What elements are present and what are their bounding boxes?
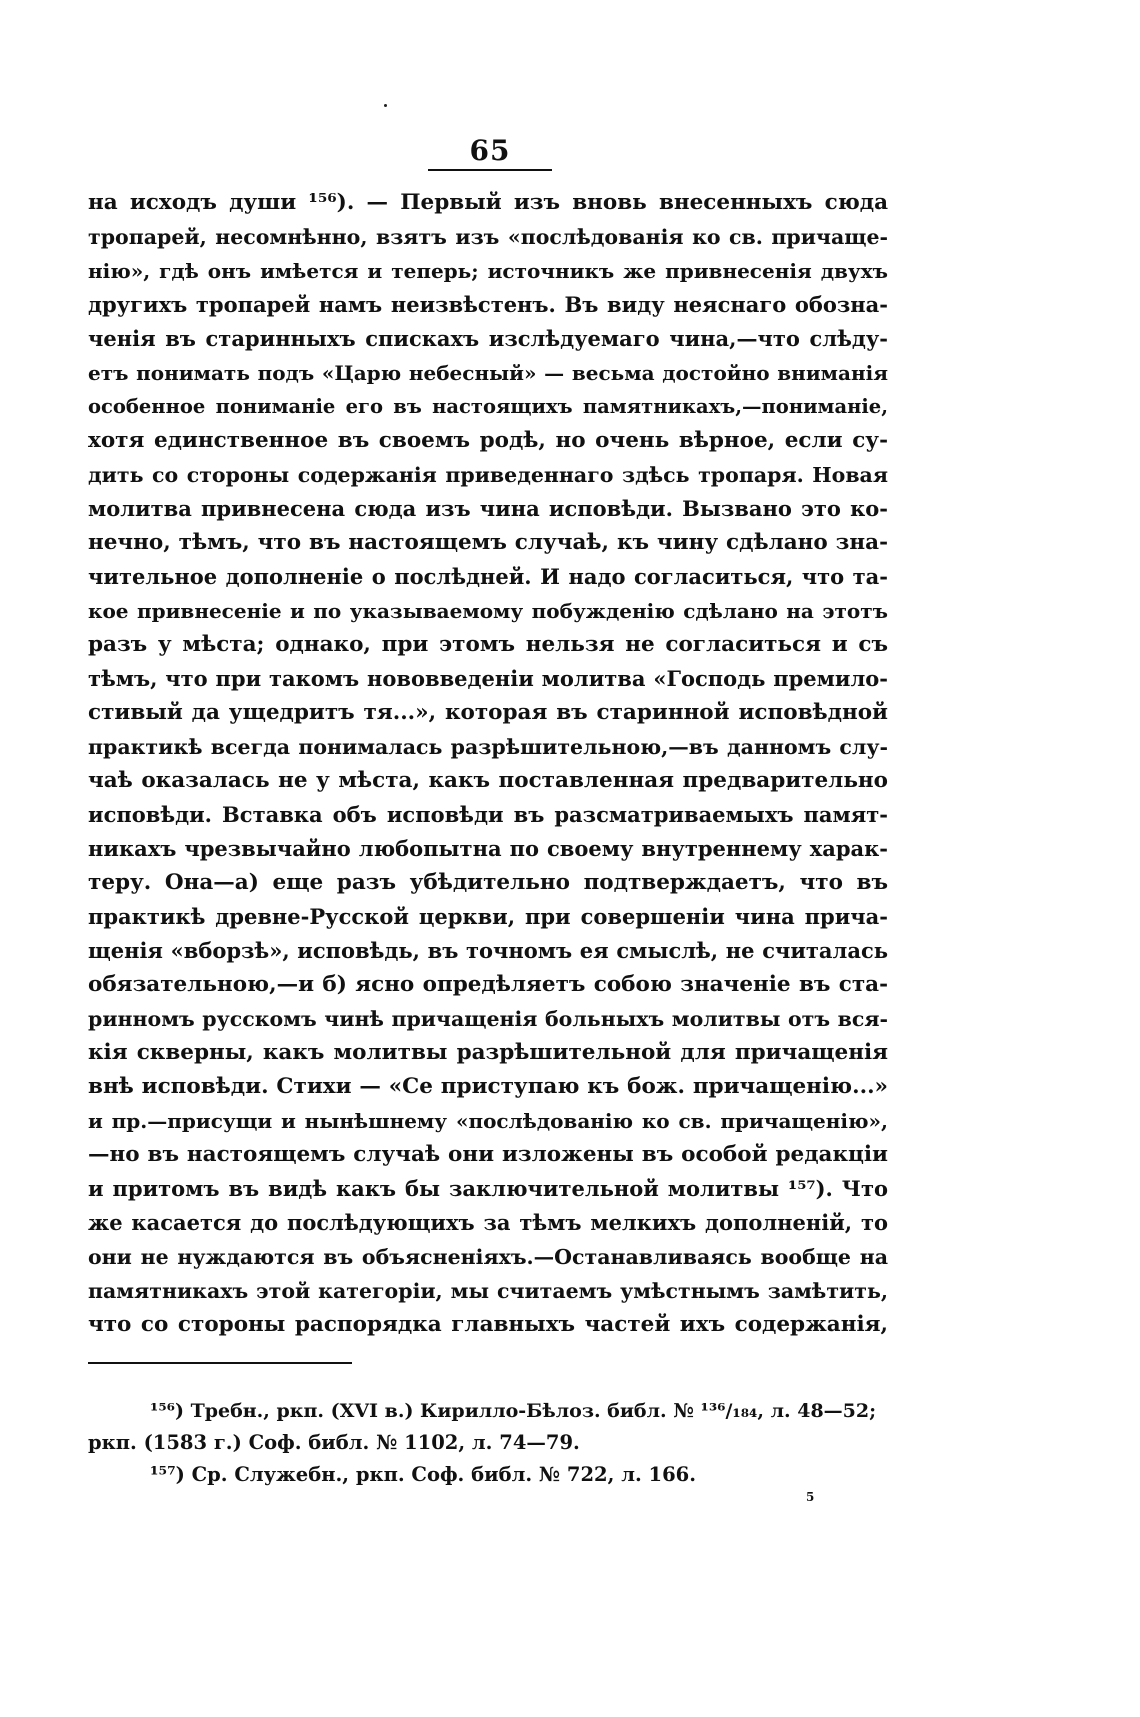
text-line: разъ у мѣста; однако, при этомъ нельзя не согласиться и съ: [88, 632, 888, 657]
text-line: ринномъ русскомъ чинѣ причащенія больныхъ молитвы отъ вся-: [88, 1007, 888, 1031]
text-line: етъ понимать подъ «Царю небесный» — весьма достойно вниманія: [88, 361, 888, 385]
footnote-156: ¹⁵⁶) Требн., ркп. (XVI в.) Кирилло-Бѣлоз. библ. № ¹³⁶/₁₈₄, л. 48—52;: [150, 1400, 877, 1422]
text-line: они не нуждаются въ объясненіяхъ.—Останавливаясь вообще на: [88, 1245, 888, 1269]
footnote-rule: [88, 1362, 352, 1364]
text-line: другихъ тропарей намъ неизвѣстенъ. Въ виду неяснаго обозна-: [88, 292, 888, 317]
text-line: никахъ чрезвычайно любопытна по своему внутреннему харак-: [88, 836, 888, 861]
text-line: тѣмъ, что при такомъ нововведеніи молитва «Господь премило-: [88, 666, 888, 691]
footnote-157: ¹⁵⁷) Ср. Служебн., ркп. Соф. библ. № 722, л. 166.: [150, 1463, 697, 1486]
text-line: дить со стороны содержанія приведеннаго здѣсь тропаря. Новая: [88, 463, 888, 487]
page-number-rule: [428, 169, 552, 171]
text-line: стивый да ущедритъ тя...», которая въ старинной исповѣдной: [88, 700, 888, 725]
text-line: нечно, тѣмъ, что въ настоящемъ случаѣ, къ чину сдѣлано зна-: [88, 530, 888, 555]
text-line: нію», гдѣ онъ имѣется и теперь; источникъ же привнесенія двухъ: [88, 259, 888, 283]
text-line: особенное пониманіе его въ настоящихъ памятникахъ,—пониманіе,: [88, 395, 888, 418]
text-line: же касается до послѣдующихъ за тѣмъ мелкихъ дополненій, то: [88, 1210, 888, 1235]
print-speck: [384, 104, 387, 107]
text-line: ченія въ старинныхъ спискахъ изслѣдуемаго чина,—что слѣду-: [88, 326, 888, 351]
text-line: исповѣди. Вставка объ исповѣди въ разсматриваемыхъ памят-: [88, 802, 888, 827]
text-line: внѣ исповѣди. Стихи — «Се приступаю къ бож. причащенію...»: [88, 1074, 888, 1099]
page-number: 65: [469, 134, 511, 167]
text-line: обязательною,—и б) ясно опредѣляетъ собою значеніе въ ста-: [88, 972, 888, 997]
text-line: и притомъ въ видѣ какъ бы заключительной молитвы ¹⁵⁷). Что: [88, 1176, 888, 1201]
text-line: и пр.—присущи и нынѣшнему «послѣдованію ко св. причащенію»,: [88, 1109, 888, 1133]
text-line: кое привнесеніе и по указываемому побужденію сдѣлано на этотъ: [88, 599, 888, 623]
text-line: —но въ настоящемъ случаѣ они изложены въ особой редакціи: [88, 1142, 888, 1167]
text-line: чительное дополненіе о послѣдней. И надо согласиться, что та-: [88, 564, 888, 589]
text-line: хотя единственное въ своемъ родѣ, но очень вѣрное, если су-: [88, 428, 888, 453]
text-line: практикѣ всегда понималась разрѣшительною,—въ данномъ слу-: [88, 735, 888, 759]
text-line: чаѣ оказалась не у мѣста, какъ поставленная предварительно: [88, 768, 888, 793]
body-text: [88, 186, 888, 1342]
text-line: теру. Она—а) еще разъ убѣдительно подтверждаетъ, что въ: [88, 870, 888, 895]
text-line: на исходъ души ¹⁵⁶). — Первый изъ вновь внесенныхъ сюда: [88, 190, 888, 215]
footnote-156-continued: ркп. (1583 г.) Соф. библ. № 1102, л. 74—79.: [88, 1431, 580, 1454]
text-line: что со стороны распорядка главныхъ частей ихъ содержанія,: [88, 1312, 888, 1337]
text-line: памятникахъ этой категоріи, мы считаемъ умѣстнымъ замѣтить,: [88, 1279, 888, 1303]
text-line: кія скверны, какъ молитвы разрѣшительной для причащенія: [88, 1040, 888, 1065]
text-line: тропарей, несомнѣнно, взятъ изъ «послѣдованія ко св. причаще-: [88, 225, 888, 249]
signature-mark: 5: [806, 1490, 815, 1504]
text-line: молитва привнесена сюда изъ чина исповѣди. Вызвано это ко-: [88, 496, 888, 521]
text-line: щенія «вборзѣ», исповѣдь, въ точномъ ея смыслѣ, не считалась: [88, 938, 888, 963]
text-line: практикѣ древне-Русской церкви, при совершеніи чина прича-: [88, 904, 888, 929]
footnotes: [88, 1395, 888, 1491]
